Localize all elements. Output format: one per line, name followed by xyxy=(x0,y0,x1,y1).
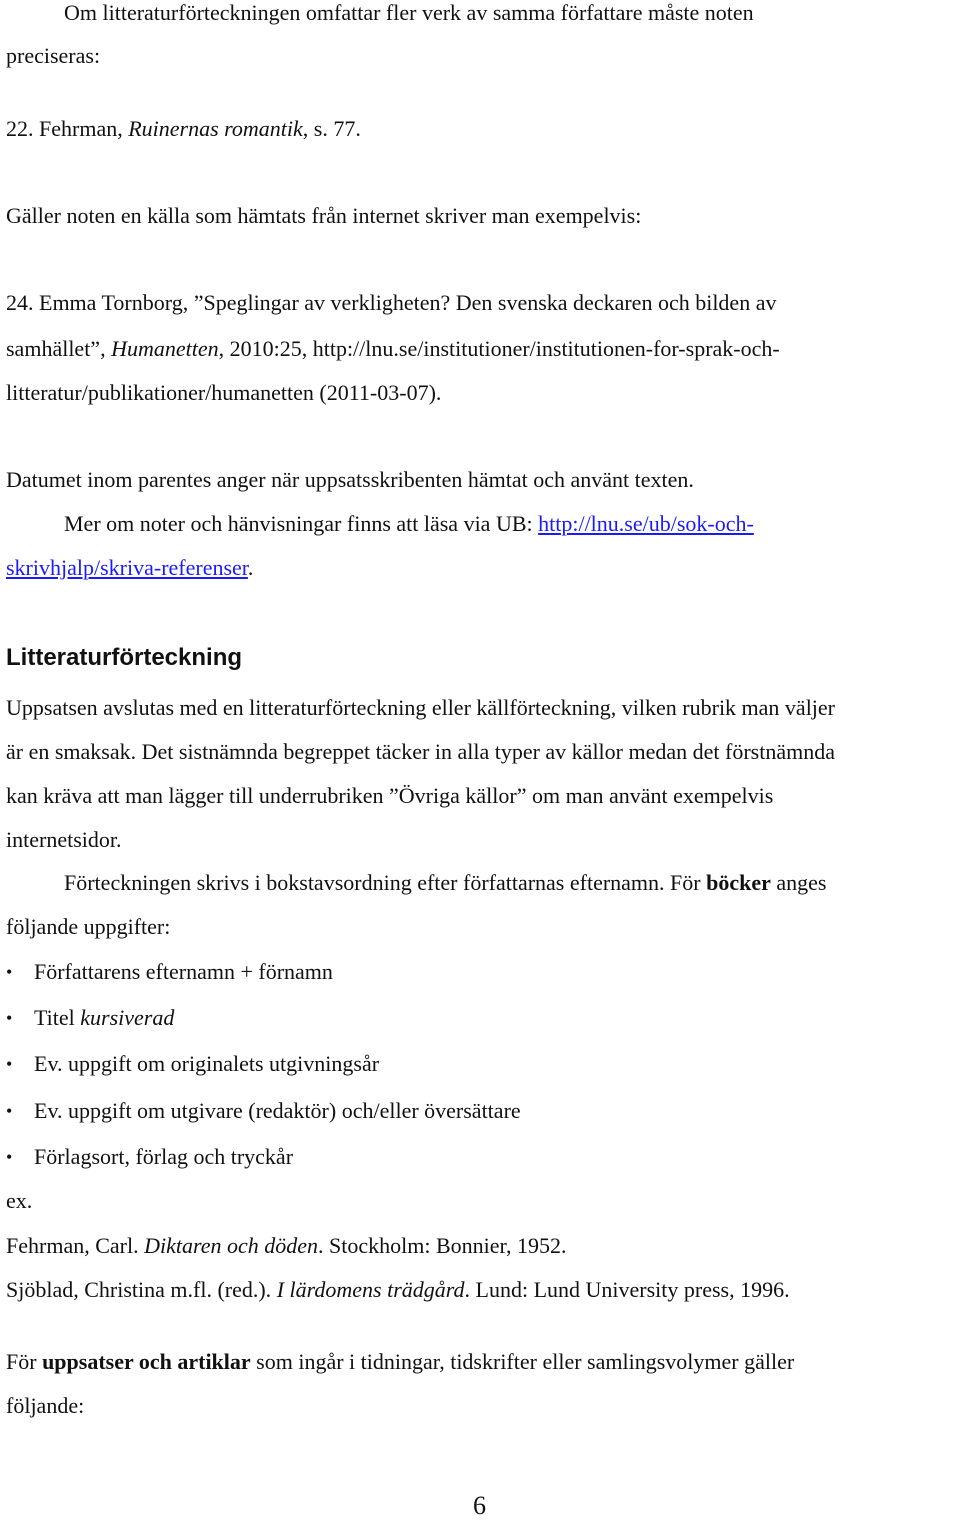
ub-link-part-2[interactable]: skrivhjalp/skriva-referenser xyxy=(6,555,248,580)
example-entry-2 xyxy=(6,1279,790,1301)
bullet-item-author: Författarens efternamn + förnamn xyxy=(34,959,333,984)
articles-text: För xyxy=(6,1349,43,1374)
bullet-item-editor: Ev. uppgift om utgivare (redaktör) och/eller översättare xyxy=(34,1098,521,1123)
articles-text-end: som ingår i tidningar, tidskrifter eller samlingsvolymer gäller xyxy=(250,1349,795,1374)
ordering-line-2: följande uppgifter: xyxy=(6,914,171,939)
footnote-22-page: , s. 77. xyxy=(302,116,361,141)
bullet-icon: • xyxy=(6,1101,13,1121)
footnote-24-line-1: 24. Emma Tornborg, ”Speglingar av verkligheten? Den svenska deckaren och bilden av xyxy=(6,290,777,315)
footnote-24-title: Humanetten xyxy=(111,336,219,361)
ordering-text-end: anges xyxy=(770,870,827,895)
body-line-2: är en smaksak. Det sistnämnda begreppet täcker in alla typer av källor medan det förstnämnda xyxy=(6,739,835,764)
example-1-title: Diktaren och döden xyxy=(144,1233,319,1258)
intro-line-2: preciseras: xyxy=(6,43,101,68)
example-entry-1 xyxy=(6,1235,566,1257)
footnote-22-title: Ruinernas romantik xyxy=(128,116,303,141)
ub-reference-text: Mer om noter och hänvisningar finns att läsa via UB: xyxy=(64,511,539,536)
example-1-publisher: . Stockholm: Bonnier, 1952. xyxy=(318,1233,567,1258)
page-number: 6 xyxy=(473,1491,486,1520)
ub-reference-line-1 xyxy=(64,513,754,535)
example-2-publisher: . Lund: Lund University press, 1996. xyxy=(464,1277,790,1302)
ub-link-part-1[interactable]: http://lnu.se/ub/sok-och- xyxy=(538,511,754,536)
bullet-icon: • xyxy=(6,1147,13,1167)
bullet-icon: • xyxy=(6,1054,13,1074)
bullet-item-publisher: Förlagsort, förlag och tryckår xyxy=(34,1144,294,1169)
bullet-item-original-year: Ev. uppgift om originalets utgivningsår xyxy=(34,1051,380,1076)
footnote-24-text: samhället”, xyxy=(6,336,112,361)
example-label: ex. xyxy=(6,1188,33,1213)
section-heading: Litteraturförteckning xyxy=(6,644,243,671)
bullet-title-italic: kursiverad xyxy=(80,1005,175,1030)
ordering-text: Förteckningen skrivs i bokstavsordning efter författarnas efternamn. För xyxy=(64,870,707,895)
ub-reference-line-2 xyxy=(6,557,253,579)
articles-line-2: följande: xyxy=(6,1393,85,1418)
footnote-24-line-2 xyxy=(6,338,780,360)
intro-line-1: Om litteraturförteckningen omfattar fler verk av samma författare måste noten xyxy=(64,0,754,25)
example-2-title: I lärdomens trädgård xyxy=(276,1277,465,1302)
footnote-24-line-3: litteratur/publikationer/humanetten (2011-03-07). xyxy=(6,380,442,405)
internet-source-intro: Gäller noten en källa som hämtats från internet skriver man exempelvis: xyxy=(6,203,642,228)
footnote-22 xyxy=(6,118,361,140)
body-line-4: internetsidor. xyxy=(6,827,122,852)
example-1-author: Fehrman, Carl. xyxy=(6,1233,145,1258)
bullet-title-text: Titel xyxy=(34,1005,81,1030)
footnote-22-text: 22. Fehrman, xyxy=(6,116,129,141)
ordering-line-1 xyxy=(64,872,826,894)
ub-reference-end: . xyxy=(247,555,254,580)
example-2-author: Sjöblad, Christina m.fl. (red.). xyxy=(6,1277,277,1302)
ordering-bold-books: böcker xyxy=(706,870,771,895)
date-explanation: Datumet inom parentes anger när uppsatsskribenten hämtat och använt texten. xyxy=(6,467,694,492)
articles-bold: uppsatser och artiklar xyxy=(42,1349,251,1374)
bullet-icon: • xyxy=(6,1008,13,1028)
body-line-3: kan kräva att man lägger till underrubriken ”Övriga källor” om man använt exempelvis xyxy=(6,783,774,808)
articles-line-1 xyxy=(6,1351,794,1373)
footnote-24-url: , 2010:25, http://lnu.se/institutioner/institutionen-for-sprak-och- xyxy=(218,336,780,361)
bullet-item-title xyxy=(34,1007,174,1029)
body-line-1: Uppsatsen avslutas med en litteraturförteckning eller källförteckning, vilken rubrik man väljer xyxy=(6,695,836,720)
bullet-icon: • xyxy=(6,962,13,982)
